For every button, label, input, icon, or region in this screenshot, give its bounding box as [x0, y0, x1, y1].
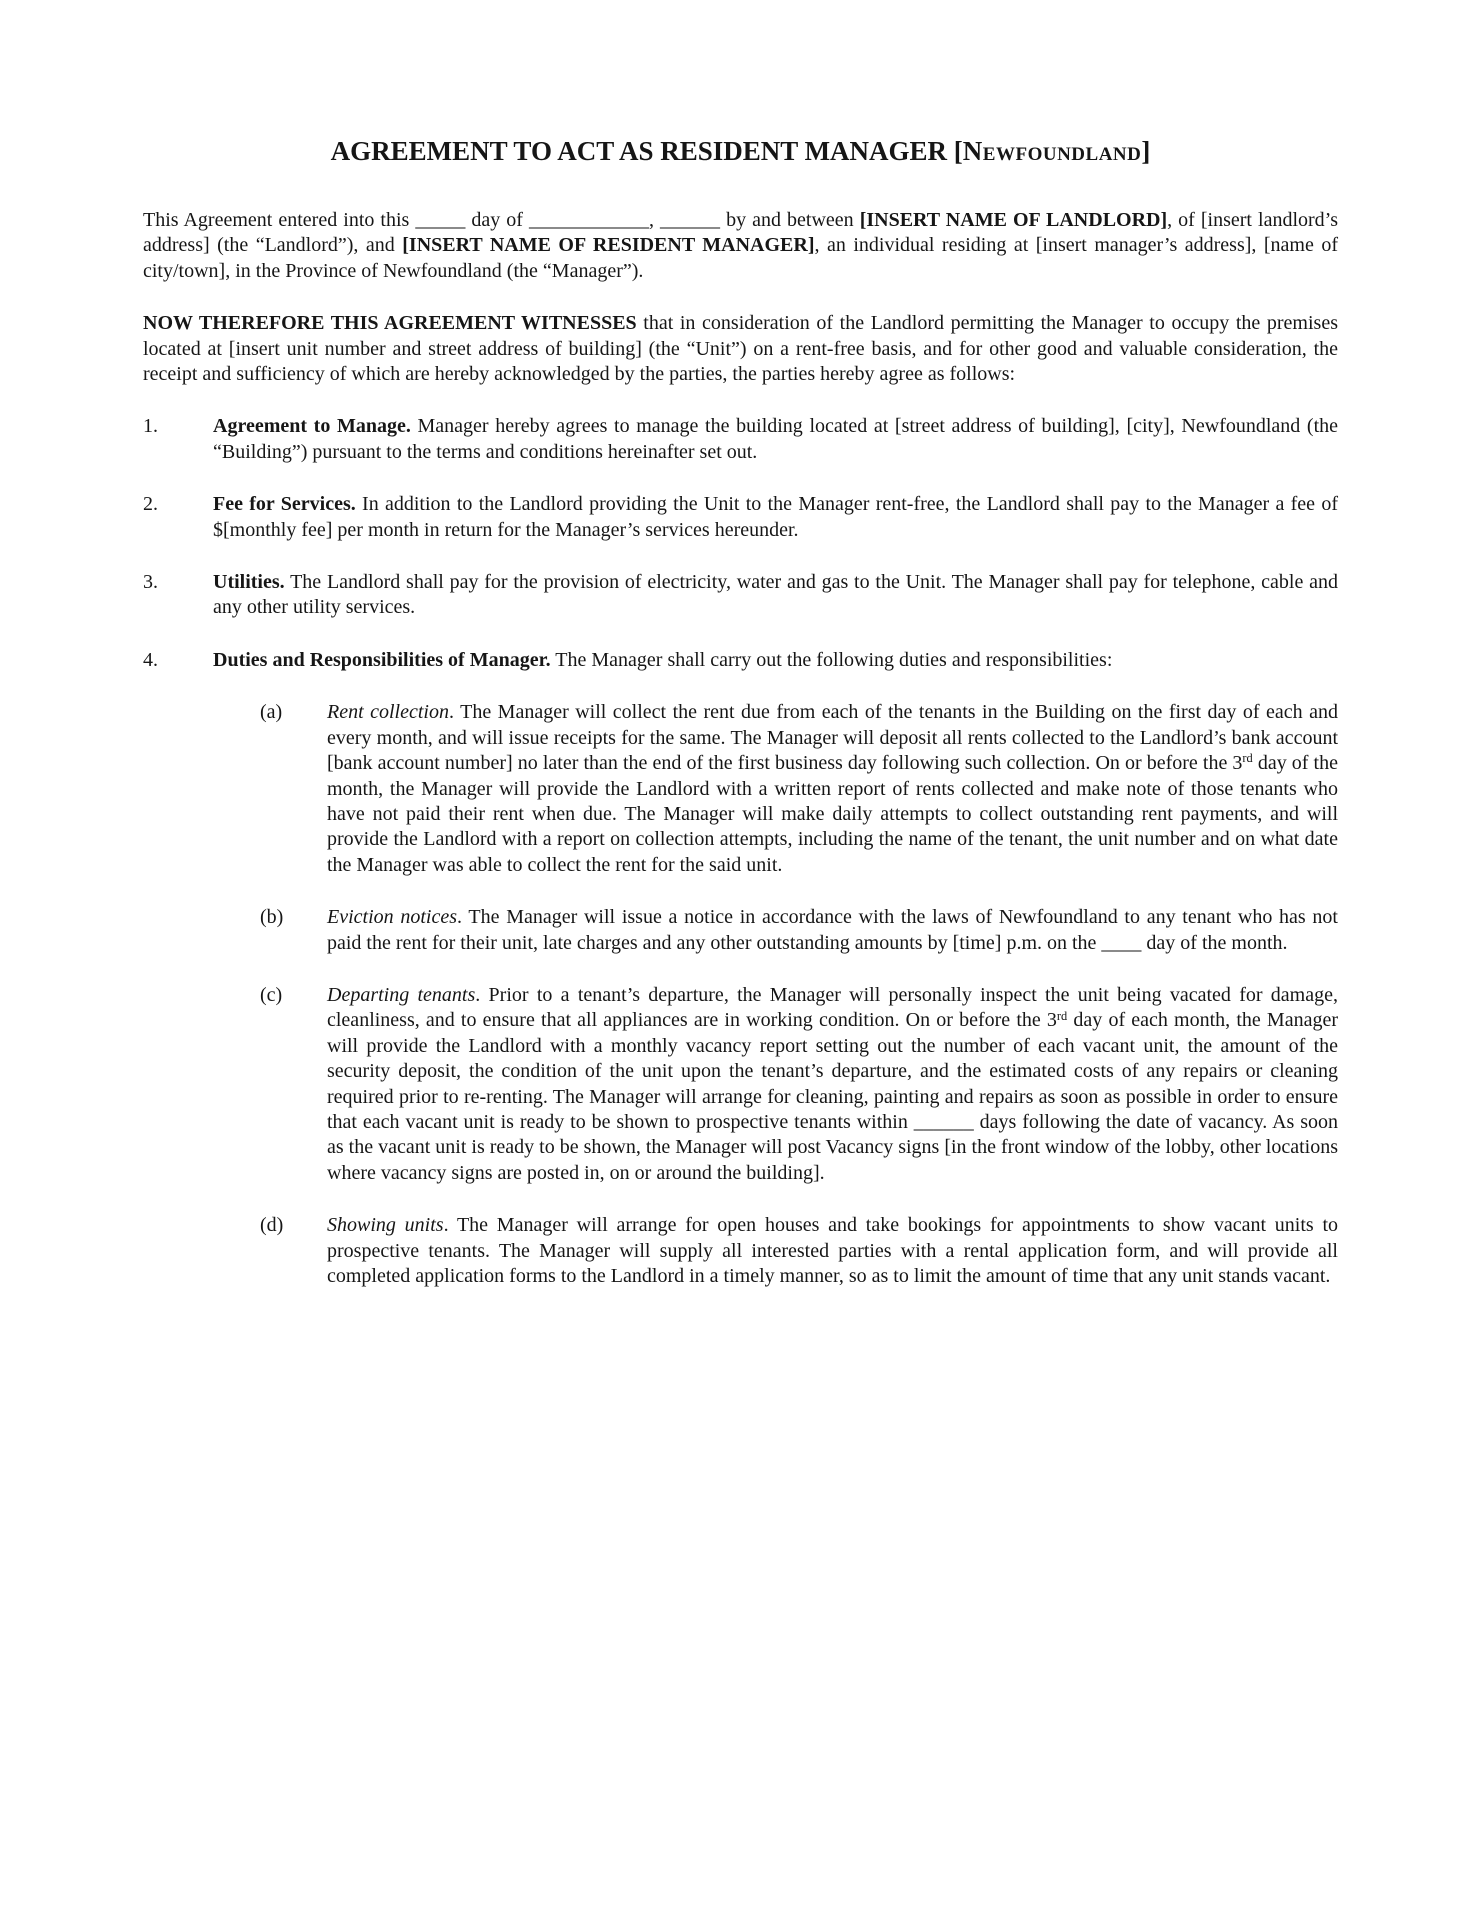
subitem-text: Departing tenants. Prior to a tenant’s departure, the Manager will personally inspect the unit being vacated for damage, cleanliness, and to ensure that all appliances are in working condition. On or before the 3rd day of each month, the Manager will provide the Landlord with a monthly vacancy report setting out the number of each vacant unit, the amount of the security deposit, the condition of the unit upon the tenant’s departure, and the estimated costs of any repairs or cleaning required prior to re-renting. The Manager will arrange for cleaning, painting and repairs as soon as possible in order to ensure that each vacant unit is ready to be shown to prospective tenants within ______ days following the date of vacancy. As soon as the vacant unit is ready to be shown, the Manager will post Vacancy signs [in the front window of the lobby, other locations where vacancy signs are posted in, on or around the building].: [327, 983, 1338, 1184]
subitem-rent-collection: [260, 700, 1338, 878]
section-text: Fee for Services. In addition to the Landlord providing the Unit to the Manager rent-free, the Landlord shall pay to the Manager a fee of $[monthly fee] per month in return for the Manager’s services hereunder.: [213, 493, 1338, 541]
section-number: 2.: [143, 493, 158, 516]
subitem-text: Eviction notices. The Manager will issue a notice in accordance with the laws of Newfoundland to any tenant who has not paid the rent for their unit, late charges and any other outstanding amounts by [time] p.m. on the ____ day of the month.: [327, 906, 1338, 954]
section-text: Duties and Responsibilities of Manager. The Manager shall carry out the following duties and responsibilities:: [213, 648, 1113, 671]
section-duties-and-responsibilities: [143, 648, 1338, 673]
title-region: Newfoundland: [962, 136, 1142, 166]
intro-paragraph: This Agreement entered into this _____ day of ____________, ______ by and between [INSERT NAME OF LANDLORD], of [insert landlord’s address] (the “Landlord”), and [INSERT NAME OF RESIDENT MANAGER], an individual residing at [insert manager’s address], [name of city/town], in the Province of Newfoundland (the “Manager”).: [143, 209, 1338, 282]
section-number: 3.: [143, 571, 158, 594]
section-number: 4.: [143, 648, 158, 671]
section-agreement-to-manage: [143, 414, 1338, 465]
document-title: [143, 134, 1338, 168]
subitem-label: (b): [260, 906, 284, 929]
section-fee-for-services: [143, 492, 1338, 543]
subitem-text: Showing units. The Manager will arrange for open houses and take bookings for appointments to show vacant units to prospective tenants. The Manager will supply all interested parties with a rental application form, and will provide all completed application forms to the Landlord in a timely manner, so as to limit the amount of time that any unit stands vacant.: [327, 1214, 1339, 1287]
section-utilities: [143, 570, 1338, 621]
section-text: Agreement to Manage. Manager hereby agrees to manage the building located at [street address of building], [city], Newfoundland (the “Building”) pursuant to the terms and conditions hereinafter set out.: [213, 415, 1338, 463]
subitem-label: (a): [260, 701, 283, 724]
subitem-text: Rent collection. The Manager will collect the rent due from each of the tenants in the Building on the first day of each and every month, and will issue receipts for the same. The Manager will deposit all rents collected to the Landlord’s bank account [bank account number] no later than the end of the first business day following such collection. On or before the 3rd day of the month, the Manager will provide the Landlord with a written report of rents collected and make note of those tenants who have not paid their rent when due. The Manager will make daily attempts to collect outstanding rent payments, and will provide the Landlord with a report on collection attempts, including the name of the tenant, the unit number and on what date the Manager was able to collect the rent for the said unit.: [327, 701, 1338, 876]
witnesseth-paragraph: NOW THEREFORE THIS AGREEMENT WITNESSES that in consideration of the Landlord permitting the Manager to occupy the premises located at [insert unit number and street address of building] (the “Unit”) on a rent-free basis, and for other good and valuable consideration, the receipt and sufficiency of which are hereby acknowledged by the parties, the parties hereby agree as follows:: [143, 312, 1338, 386]
section-number: 1.: [143, 415, 158, 438]
subitem-showing-units: [260, 1213, 1338, 1289]
subitem-departing-tenants: [260, 983, 1338, 1186]
title-main: AGREEMENT TO ACT AS RESIDENT MANAGER [: [330, 136, 963, 166]
title-close: ]: [1141, 136, 1151, 166]
section-text: Utilities. The Landlord shall pay for the provision of electricity, water and gas to the Unit. The Manager shall pay for telephone, cable and any other utility services.: [213, 571, 1338, 619]
subitem-label: (d): [260, 1214, 284, 1237]
subitem-eviction-notices: [260, 905, 1338, 956]
subitem-label: (c): [260, 983, 283, 1006]
